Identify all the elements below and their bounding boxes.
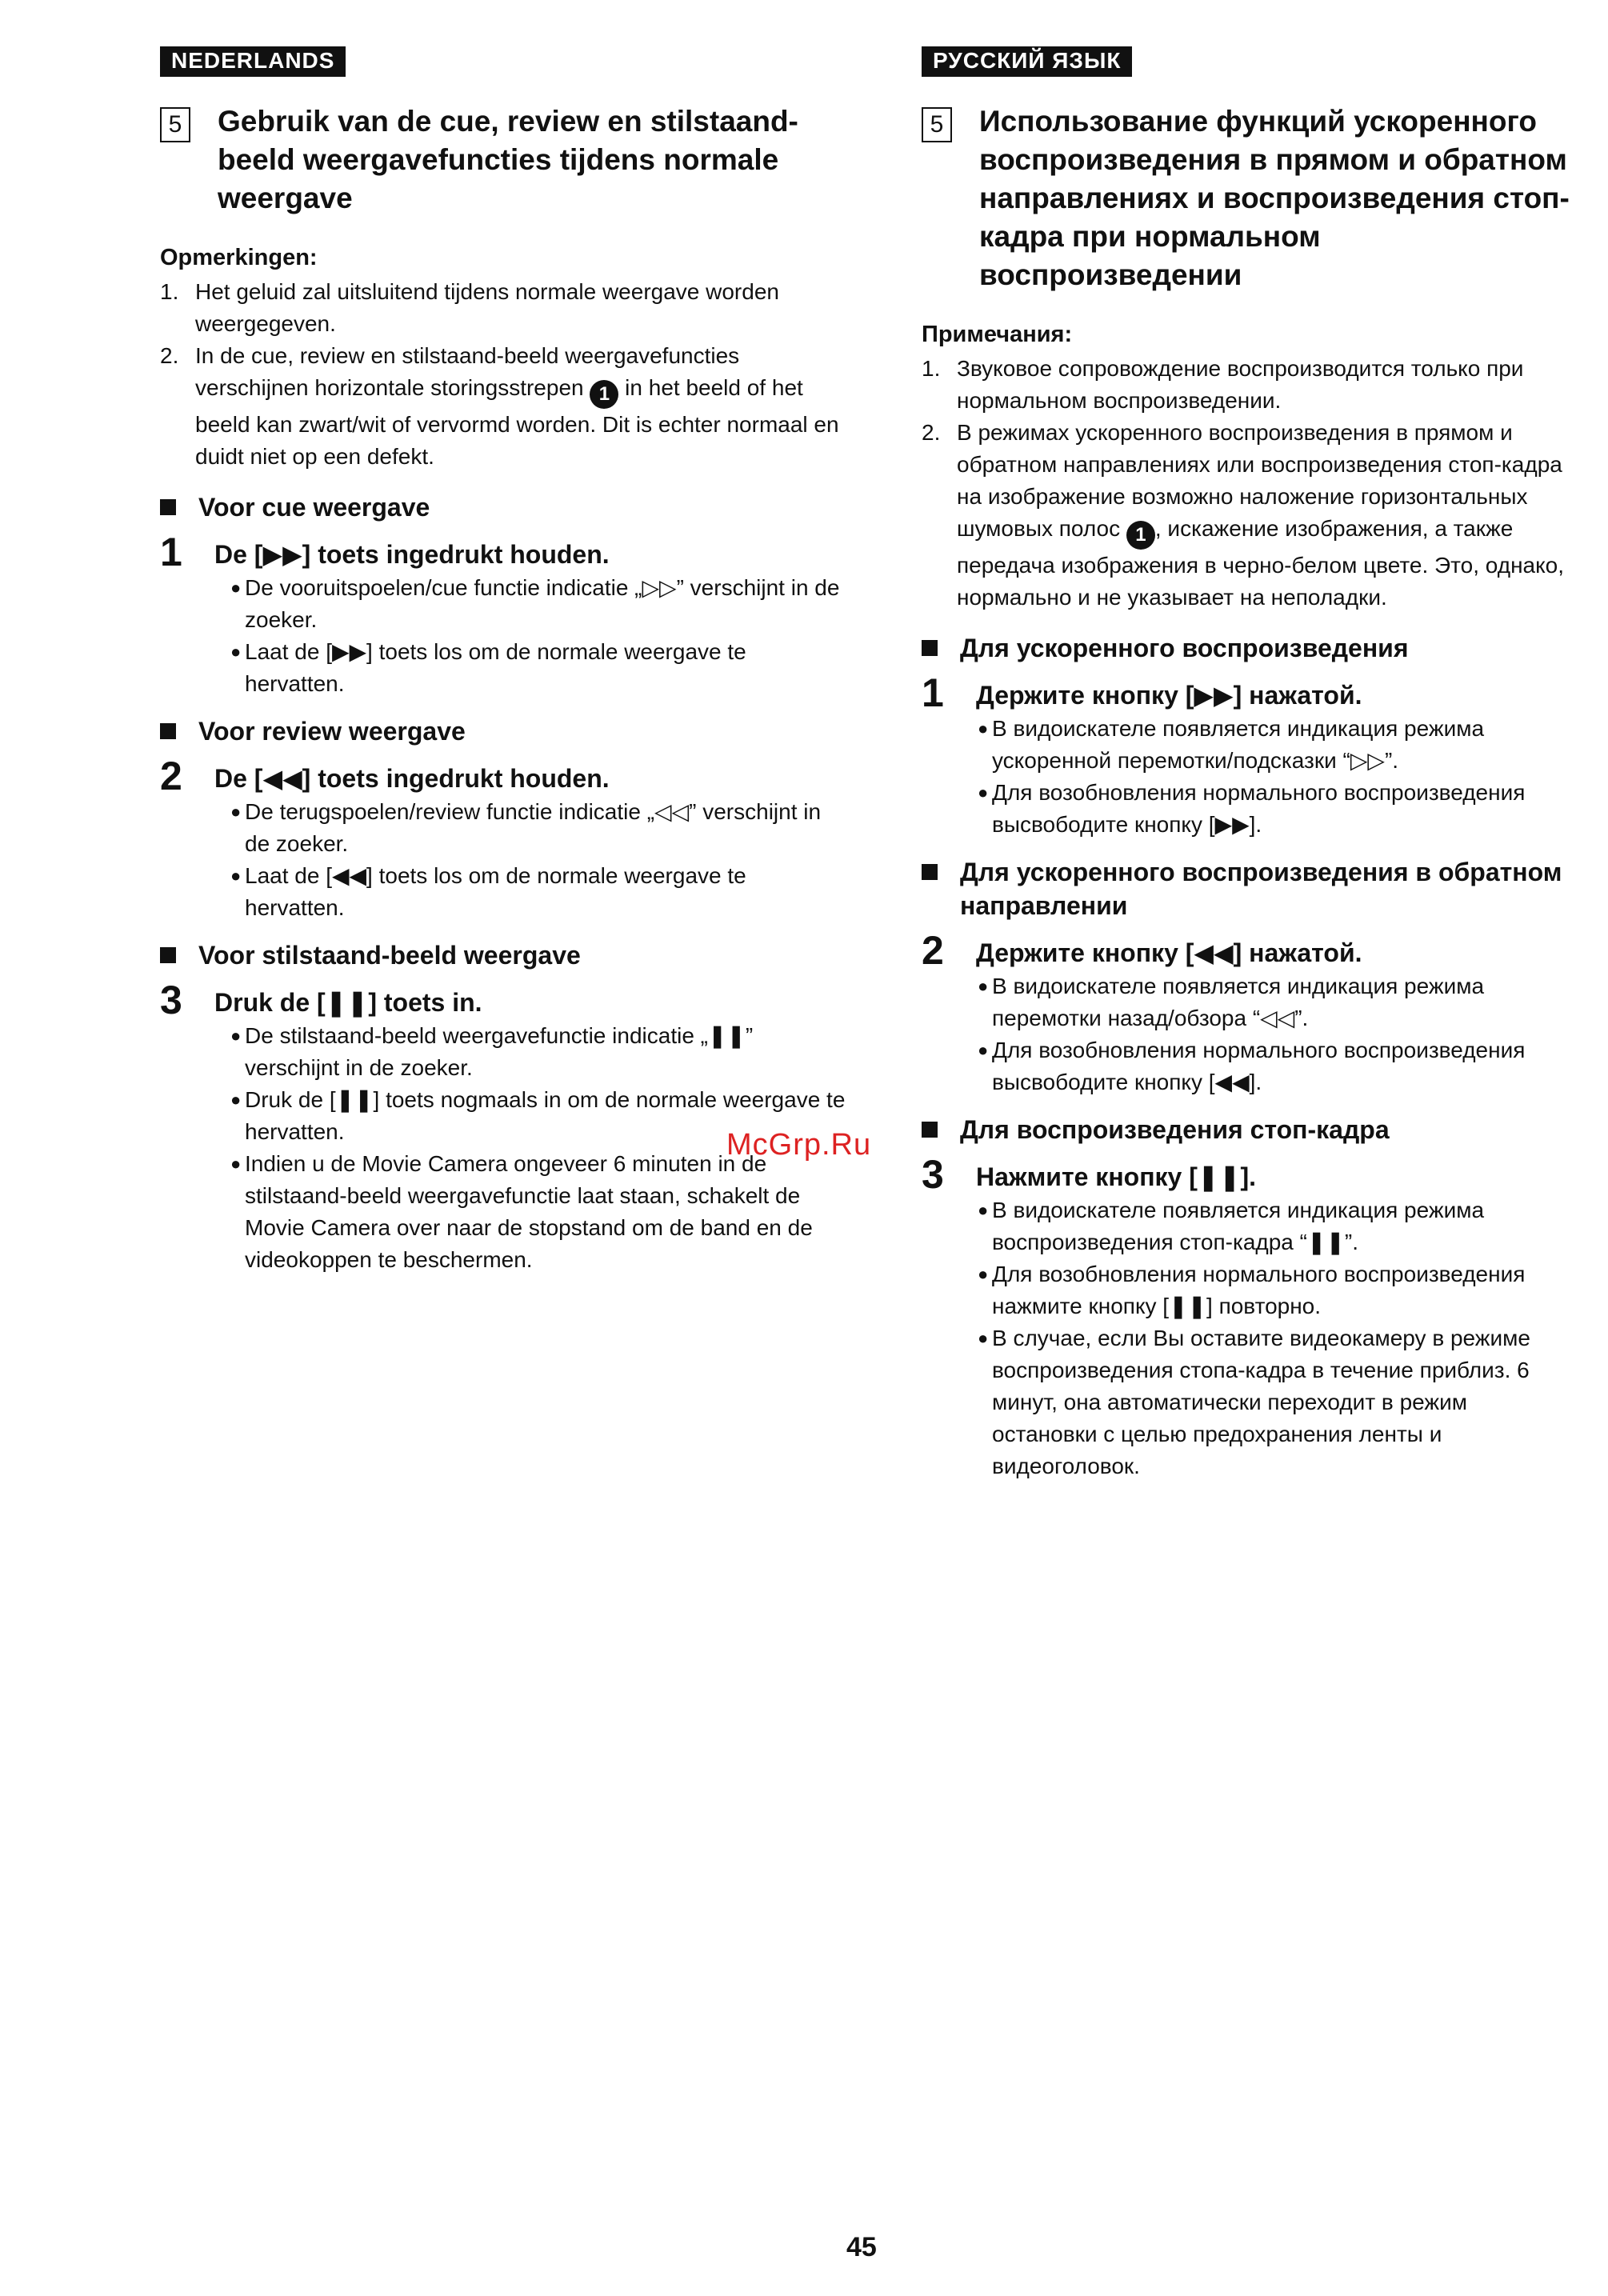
note-number: 1.: [160, 279, 179, 304]
note-item: [160, 276, 848, 340]
note-text: Звуковое сопровождение воспроизводится только при нормальном воспроизведении.: [957, 356, 1524, 413]
step-body: [214, 532, 848, 700]
bullet-dot-icon: ●: [978, 1040, 989, 1060]
bullet-dot-icon: ●: [978, 1264, 989, 1284]
note-number: 2.: [160, 343, 179, 368]
step-title: Druk de [❚❚] toets in.: [214, 988, 482, 1017]
notes-heading: Opmerkingen:: [160, 245, 318, 270]
bullet-text: Для возобновления нормального воспроизведения высвободите кнопку [▶▶].: [992, 780, 1526, 837]
note-text-part: В режимах ускоренного воспроизведения в прямом и обратном направлениях или воспроизведения стоп-кадра на изображение возможно наложение горизонтальных шумовых полос: [957, 420, 1562, 541]
step-bullets: [214, 796, 848, 924]
bullet-dot-icon: ●: [230, 578, 242, 598]
notes-heading: Примечания:: [922, 322, 1073, 347]
subsection-title: Для воспроизведения стоп-кадра: [960, 1115, 1390, 1144]
subsection-title: Для ускоренного воспроизведения в обратном направлении: [960, 858, 1562, 920]
bullet-item: [978, 970, 1578, 1034]
step-bullets: [214, 572, 848, 700]
bullet-text: De stilstaand-beeld weergavefunctie indicatie „❚❚” verschijnt in de zoeker.: [245, 1023, 754, 1080]
bullet-item: [978, 1194, 1578, 1258]
subsection-title: Voor stilstaand-beeld weergave: [198, 941, 581, 970]
bullet-item: [230, 636, 848, 700]
bullet-text: Для возобновления нормального воспроизведения нажмите кнопку [❚❚] повторно.: [992, 1262, 1526, 1318]
note-item: [922, 417, 1578, 614]
section-number: 5: [160, 107, 190, 142]
bullet-dot-icon: ●: [230, 1026, 242, 1046]
step: [922, 1154, 1578, 1482]
bullet-text: Indien u de Movie Camera ongeveer 6 minuten in de stilstaand-beeld weergavefunctie laat staan, schakelt de Movie Camera over naar de stopstand om de band en de videokoppen te beschermen.: [245, 1151, 813, 1272]
step-number: 3: [160, 978, 182, 1022]
square-bullet-icon: [922, 1122, 938, 1138]
subsection-heading: [922, 855, 1578, 922]
subsection-heading: [922, 631, 1578, 665]
bullet-text: De vooruitspoelen/cue functie indicatie „▷▷” verschijnt in de zoeker.: [245, 575, 840, 632]
square-bullet-icon: [160, 723, 176, 739]
bullet-dot-icon: ●: [230, 802, 242, 822]
callout-marker: 1: [1126, 521, 1155, 550]
note-item: [160, 340, 848, 473]
bullet-item: [230, 796, 848, 860]
bullet-text: Laat de [◀◀] toets los om de normale weergave te hervatten.: [245, 863, 746, 920]
note-item: [922, 353, 1578, 417]
bullet-item: [978, 1322, 1578, 1482]
page-number: 45: [846, 2232, 877, 2262]
section-title: Использование функций ускоренного воспроизведения в прямом и обратном направлениях и воспроизведения стоп-кадра при нормальном воспроизведении: [979, 105, 1570, 291]
step-body: [976, 930, 1578, 1098]
section-number: 5: [922, 107, 952, 142]
step: [160, 532, 848, 700]
bullet-dot-icon: ●: [978, 976, 989, 996]
bullet-dot-icon: ●: [230, 1154, 242, 1174]
subsection-heading: [160, 714, 848, 748]
step-number: 2: [922, 928, 944, 973]
language-label: РУССКИЙ ЯЗЫК: [922, 46, 1132, 77]
step-bullets: [976, 970, 1578, 1098]
square-bullet-icon: [922, 640, 938, 656]
bullet-text: De terugspoelen/review functie indicatie „◁◁” verschijnt in de zoeker.: [245, 799, 822, 856]
subsection-heading: [922, 1113, 1578, 1146]
bullet-text: Для возобновления нормального воспроизведения высвободите кнопку [◀◀].: [992, 1038, 1526, 1094]
note-text: Het geluid zal uitsluitend tijdens normale weergave worden weergegeven.: [195, 279, 779, 336]
bullet-item: [978, 1034, 1578, 1098]
subsection-title: Voor review weergave: [198, 717, 466, 746]
bullet-item: [978, 1258, 1578, 1322]
section-title: Gebruik van de cue, review en stilstaand-beeld weergavefuncties tijdens normale weergave: [218, 105, 798, 214]
step: [922, 930, 1578, 1098]
bullet-dot-icon: ●: [230, 642, 242, 662]
note-text-part: in het beeld of het beeld kan zwart/wit of vervormd worden. Dit is echter normaal en duidt niet op een defekt.: [195, 375, 839, 469]
note-number: 1.: [922, 356, 941, 381]
bullet-dot-icon: ●: [978, 782, 989, 802]
language-label: NEDERLANDS: [160, 46, 346, 77]
note-number: 2.: [922, 420, 941, 445]
bullet-item: [230, 1020, 848, 1084]
step-body: [976, 1154, 1578, 1482]
bullet-dot-icon: ●: [978, 1328, 989, 1348]
subsection-heading: [160, 490, 848, 524]
bullet-item: [978, 777, 1578, 841]
dutch-column: [160, 46, 848, 1276]
bullet-dot-icon: ●: [978, 718, 989, 738]
watermark: McGrp.Ru: [726, 1128, 872, 1162]
bullet-text: В видоискателе появляется индикация режима воспроизведения стоп-кадра “❚❚”.: [992, 1198, 1485, 1254]
callout-marker: 1: [590, 380, 618, 409]
step-number: 3: [922, 1152, 944, 1197]
bullet-item: [978, 713, 1578, 777]
bullet-text: Druk de [❚❚] toets nogmaals in om de normale weergave te hervatten.: [245, 1087, 846, 1144]
section-header: [922, 102, 1578, 294]
note-text: [195, 340, 848, 473]
bullet-text: В видоискателе появляется индикация режима перемотки назад/обзора “◁◁”.: [992, 974, 1485, 1030]
bullet-dot-icon: ●: [978, 1200, 989, 1220]
bullet-text: Laat de [▶▶] toets los om de normale weergave te hervatten.: [245, 639, 746, 696]
step-bullets: [976, 1194, 1578, 1482]
bullet-dot-icon: ●: [230, 866, 242, 886]
step: [160, 756, 848, 924]
step-body: [214, 756, 848, 924]
russian-column: [922, 46, 1578, 1482]
bullet-item: [230, 1148, 848, 1276]
step-title: De [◀◀] toets ingedrukt houden.: [214, 764, 610, 793]
note-text-part: , искажение изображения, а также передача изображения в черно-белом цвете. Это, однако, нормально и не указывает на неполадки.: [957, 516, 1565, 610]
square-bullet-icon: [160, 499, 176, 515]
bullet-item: [230, 860, 848, 924]
step-title: Держите кнопку [◀◀] нажатой.: [976, 938, 1362, 967]
bullet-text: В видоискателе появляется индикация режима ускоренной перемотки/подсказки “▷▷”.: [992, 716, 1485, 773]
square-bullet-icon: [922, 864, 938, 880]
step-title: Нажмите кнопку [❚❚].: [976, 1162, 1257, 1191]
step-body: [976, 673, 1578, 841]
subsection-heading: [160, 938, 848, 972]
subsection-title: Для ускоренного воспроизведения: [960, 634, 1409, 662]
step-title: Держите кнопку [▶▶] нажатой.: [976, 681, 1362, 710]
bullet-item: [230, 572, 848, 636]
step: [922, 670, 1578, 841]
subsection-title: Voor cue weergave: [198, 493, 430, 522]
section-header: [160, 102, 848, 218]
step-number: 1: [160, 530, 182, 574]
bullet-text: В случае, если Вы оставите видеокамеру в режиме воспроизведения стопа-кадра в течение приблиз. 6 минут, она автоматически переходит в режим остановки с целью предохранения ленты и видеоголовок.: [992, 1326, 1530, 1478]
note-text-part: In de cue, review en stilstaand-beeld weergavefuncties verschijnen horizontale storingsstrepen: [195, 343, 740, 400]
step-bullets: [976, 713, 1578, 841]
bullet-dot-icon: ●: [230, 1090, 242, 1110]
note-text: [957, 417, 1578, 614]
step-number: 1: [922, 670, 944, 715]
square-bullet-icon: [160, 947, 176, 963]
step-number: 2: [160, 754, 182, 798]
step-title: De [▶▶] toets ingedrukt houden.: [214, 540, 610, 569]
